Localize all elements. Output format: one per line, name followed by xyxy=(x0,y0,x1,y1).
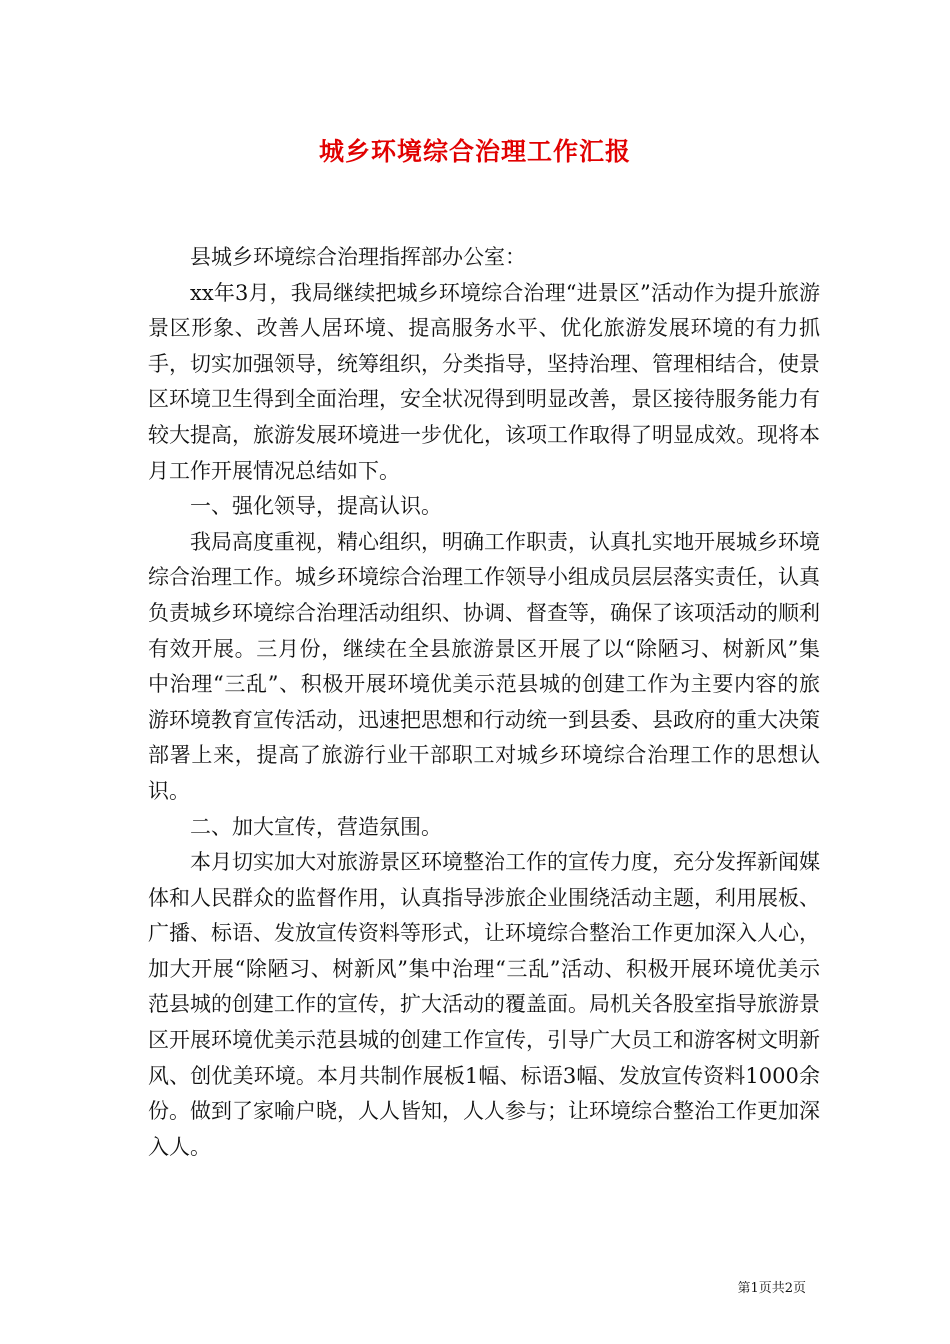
document-title: 城乡环境综合治理工作汇报 xyxy=(318,137,631,166)
section-heading-2: 二、加大宣传，营造氛围。 xyxy=(190,814,442,839)
salutation: 县城乡环境综合治理指挥部办公室： xyxy=(190,245,526,269)
paragraph-intro: xx年3月，我局继续把城乡环境综合治理“进景区”活动作为提升旅游景区形象、改善人居环境、提高服务水平、优化旅游发展环境的有力抓手，切实加强领导，统筹组织，分类指导，坚持治理、管理相结合，使景区环境卫生得到全面治理，安全状况得到明显改善，景区接待服务能力有较大提高，旅游发展环境进一步优化，该项工作取得了明显成效。现将本月工作开展情况总结如下。 xyxy=(148,280,820,483)
document-body xyxy=(148,240,820,1165)
section-heading-1: 一、强化领导，提高认识。 xyxy=(190,494,442,519)
paragraph-section-1: 我局高度重视，精心组织，明确工作职责，认真扎实地开展城乡环境综合治理工作。城乡环境综合治理工作领导小组成员层层落实责任，认真负责城乡环境综合治理活动组织、协调、督查等，确保了该项活动的顺利有效开展。三月份，继续在全县旅游景区开展了以“除陋习、树新风”集中治理“三乱”、积极开展环境优美示范县城的创建工作为主要内容的旅游环境教育宣传活动，迅速把思想和行动统一到县委、县政府的重大决策部署上来，提高了旅游行业干部职工对城乡环境综合治理工作的思想认识。 xyxy=(148,529,820,803)
paragraph-section-2: 本月切实加大对旅游景区环境整治工作的宣传力度，充分发挥新闻媒体和人民群众的监督作用，认真指导涉旅企业围绕活动主题，利用展板、广播、标语、发放宣传资料等形式，让环境综合整治工作更加深入人心，加大开展“除陋习、树新风”集中治理“三乱”活动、积极开展环境优美示范县城的创建工作的宣传，扩大活动的覆盖面。局机关各股室指导旅游景区开展环境优美示范县城的创建工作宣传，引导广大员工和游客树文明新风、创优美环境。本月共制作展板1幅、标语3幅、发放宣传资料1000余份。做到了家喻户晓，人人皆知，人人参与；让环境综合整治工作更加深入人。 xyxy=(148,850,820,1159)
page-indicator: 第1页共2页 xyxy=(737,1281,806,1296)
